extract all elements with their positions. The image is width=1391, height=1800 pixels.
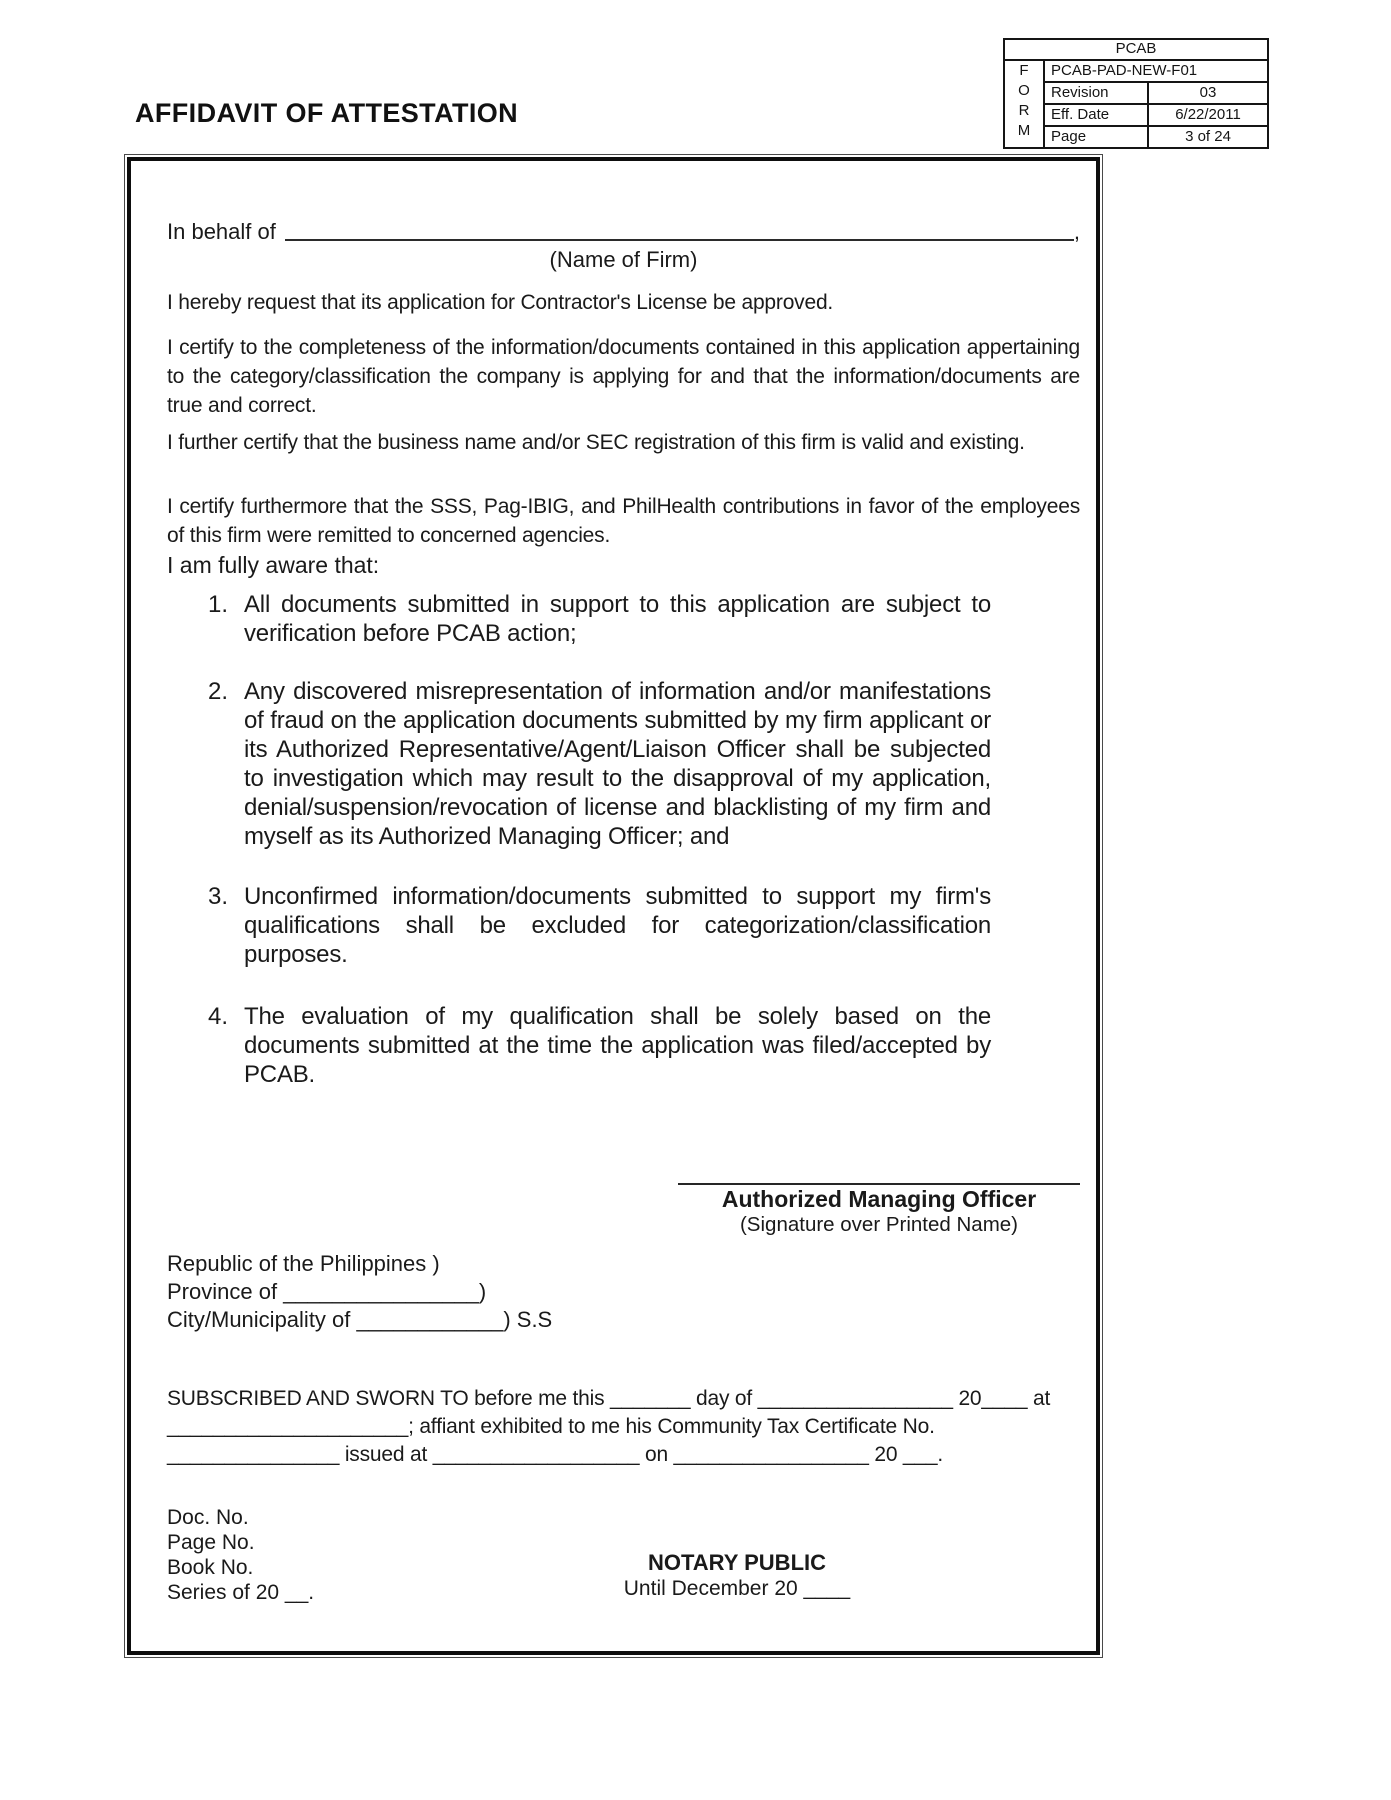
- page-title: AFFIDAVIT OF ATTESTATION: [135, 98, 519, 128]
- effdate-value: 6/22/2011: [1175, 106, 1241, 123]
- list-item-number: 4.: [208, 1003, 229, 1030]
- form-vertical-label: [1005, 61, 1045, 147]
- list-item-text: Unconfirmed information/documents submitted to support my firm's qualifications shall be excluded for categorization/classification purposes.: [244, 883, 991, 968]
- form-letter: R: [1018, 102, 1030, 119]
- list-item-text: Any discovered misrepresentation of information and/or manifestations of fraud on the application documents submitted by my firm applicant or its Authorized Representative/Agent/Liaison Officer shall be subjected to investigation which may result to the disapproval of my application, denial/suspension/revocation of license and blacklisting of my firm and myself as its Authorized Managing Officer; and: [244, 678, 991, 850]
- in-behalf-label: In behalf of: [167, 219, 276, 244]
- list-item-text: All documents submitted in support to this application are subject to verification before PCAB action;: [244, 591, 991, 647]
- page-value: 3 of 24: [1185, 128, 1231, 145]
- notary-public-title: NOTARY PUBLIC: [647, 1550, 827, 1575]
- form-revision-row: [1045, 83, 1267, 105]
- effdate-label: Eff. Date: [1045, 105, 1149, 125]
- form-effdate-row: [1045, 105, 1267, 127]
- in-behalf-comma: ,: [1073, 219, 1080, 244]
- signature-caption: (Signature over Printed Name): [739, 1213, 1018, 1236]
- signature-line: [678, 1183, 1080, 1185]
- venue-country-line: Republic of the Philippines ): [167, 1251, 440, 1276]
- firm-name-blank: [276, 219, 1074, 245]
- in-behalf-line: [167, 219, 1080, 245]
- revision-value: 03: [1199, 84, 1217, 101]
- paragraph-completeness: I certify to the completeness of the information/documents contained in this application appertaining to the category/classification the company is applying for and that the information/documents are true and correct.: [167, 336, 1080, 417]
- form-letter: O: [1018, 82, 1030, 99]
- paragraph-request: I hereby request that its application for Contractor's License be approved.: [167, 291, 834, 314]
- jurat-line-2: _____________________; affiant exhibited to me his Community Tax Certificate No.: [167, 1415, 935, 1438]
- form-info-table: [1003, 38, 1269, 149]
- doc-no-label: Doc. No.: [167, 1506, 249, 1529]
- page-label: Page: [1045, 127, 1149, 147]
- notary-public-block: [497, 1550, 977, 1601]
- paragraph-business-name: I further certify that the business name and/or SEC registration of this firm is valid and existing.: [167, 431, 1025, 454]
- revision-label: Revision: [1045, 83, 1149, 103]
- notary-commission-until: Until December 20 ____: [623, 1577, 851, 1600]
- awareness-list: [208, 590, 991, 1118]
- form-page-row: [1045, 127, 1267, 147]
- list-item: [208, 1002, 991, 1089]
- list-item-number: 2.: [208, 678, 229, 705]
- jurat-line-1: SUBSCRIBED AND SWORN TO before me this _______ day of _________________ 20____ at: [167, 1387, 1051, 1410]
- paragraph-contributions: I certify furthermore that the SSS, Pag-IBIG, and PhilHealth contributions in favor of the employees of this firm were remitted to concerned agencies.: [167, 495, 1080, 547]
- affidavit-body-box: [127, 157, 1100, 1655]
- list-item: [208, 590, 991, 648]
- series-label: Series of 20 __.: [167, 1581, 315, 1604]
- list-item: [208, 882, 991, 969]
- venue-city-line: City/Municipality of ____________) S.S: [167, 1307, 553, 1332]
- signature-block: [678, 1183, 1080, 1237]
- jurat-block: [167, 1385, 1080, 1469]
- form-letter: F: [1019, 62, 1029, 79]
- venue-block: [167, 1250, 552, 1334]
- list-item-number: 1.: [208, 591, 229, 618]
- form-code-row: [1045, 61, 1267, 83]
- list-item: [208, 677, 991, 851]
- notarial-register-block: [167, 1505, 314, 1605]
- aware-intro: I am fully aware that:: [167, 552, 380, 578]
- list-item-number: 3.: [208, 883, 229, 910]
- jurat-line-3: _______________ issued at __________________ on _________________ 20 ___.: [167, 1443, 944, 1466]
- name-of-firm-caption: (Name of Firm): [549, 247, 698, 272]
- form-code: PCAB-PAD-NEW-F01: [1051, 62, 1198, 79]
- form-org-label: PCAB: [1005, 40, 1267, 61]
- form-letter: M: [1017, 122, 1031, 139]
- page-no-label: Page No.: [167, 1531, 255, 1554]
- book-no-label: Book No.: [167, 1556, 254, 1579]
- list-item-text: The evaluation of my qualification shall be solely based on the documents submitted at the time the application was filed/accepted by PCAB.: [244, 1003, 991, 1088]
- signatory-title: Authorized Managing Officer: [721, 1186, 1037, 1212]
- venue-province-line: Province of ________________): [167, 1279, 487, 1304]
